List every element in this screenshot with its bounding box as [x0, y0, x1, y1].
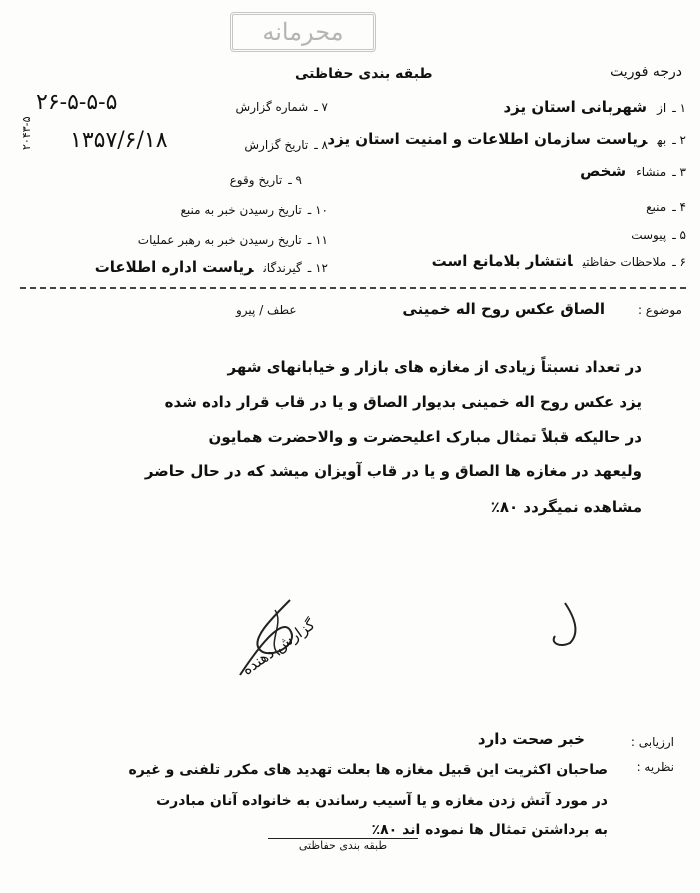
field-date-news-to-leader: ۱۱ ـتاریخ رسیدن خبر به رهبر عملیات [137, 233, 328, 247]
field-to: ۲ ـبهریاست سازمان اطلاعات و امنیت استان یزد [327, 130, 686, 148]
opinion-line: به برداشتن تمثال ها نموده اند ۸۰٪ [371, 822, 608, 838]
urgency-label: درجه فوریت [610, 64, 682, 80]
report-date-handwritten: ۱۳۵۷/۶/۱۸ [70, 128, 168, 153]
field-event-date: ۹ ـتاریخ وقوع [229, 173, 302, 187]
field-to-value: ریاست سازمان اطلاعات و امنیت استان یزد [327, 130, 648, 148]
opinion-line: در مورد آتش زدن مغازه و یا آسیب رساندن به خانواده آنان مبادرت [156, 793, 608, 809]
side-file-note: ۲۰۴۳-۵ [20, 116, 33, 150]
field-recipients-value: ریاست اداره اطلاعات [94, 258, 254, 276]
classification-top: طبقه بندی حفاظتی [295, 66, 433, 82]
classification-bottom: طبقه بندی حفاظتی [268, 838, 418, 852]
confidential-stamp [230, 12, 376, 52]
reference-label: عطف / پیرو [236, 303, 297, 317]
subject-value: الصاق عکس روح اله خمینی [402, 300, 605, 318]
body-line: یزد عکس روح اله خمینی بدیوار الصاق و یا در قاب قرار داده شده [164, 393, 642, 411]
stamp-text: محرمانه [262, 18, 344, 46]
body-line: ولیعهد در مغازه ها الصاق و یا در قاب آویزان میشد که در حال حاضر [144, 462, 642, 480]
field-report-date: ۸ ـتاریخ گزارش [244, 138, 328, 152]
report-number-handwritten: ۲۶-۵-۵-۵ [36, 90, 118, 115]
opinion-line: صاحبان اکثریت این قبیل مغازه ها بعلت تهدید های مکرر تلفنی و غیره [128, 762, 608, 778]
field-security-notes: ۶ ـملاحظات حفاظتیانتشار بلامانع است [431, 252, 686, 270]
field-from: ۱ ـازشهربانی استان یزد [503, 98, 686, 116]
signature-text: گزارش دهنده [238, 615, 319, 679]
header-separator [20, 287, 686, 289]
evaluation-value: خبر صحت دارد [477, 730, 585, 748]
opinion-label: نظریه : [636, 760, 674, 774]
body-line: در تعداد نسبتاً زیادی از مغازه های بازار و خیابانهای شهر [227, 358, 642, 376]
field-attachment: ۵ ـپیوست [631, 228, 686, 242]
field-recipients: ۱۲ ـگیرندگانریاست اداره اطلاعات [94, 258, 328, 276]
subject-label: موضوع : [637, 303, 682, 317]
body-line: مشاهده نمیگردد ۸۰٪ [490, 498, 642, 516]
field-security-value: انتشار بلامانع است [431, 252, 573, 270]
secondary-signature [540, 598, 590, 662]
body-line: در حالیکه قبلاً تمثال مبارک اعلیحضرت و والاحضرت همایون [208, 428, 642, 446]
field-source: ۴ ـمنبع [646, 200, 686, 214]
field-origin: ۳ ـمنشاءشخص [580, 162, 686, 180]
field-date-news-to-source: ۱۰ ـتاریخ رسیدن خبر به منبع [180, 203, 328, 217]
reporter-signature [230, 590, 320, 684]
field-origin-value: شخص [580, 162, 627, 180]
signature-mark-icon [540, 598, 590, 658]
field-report-number: ۷ ـشماره گزارش [235, 100, 328, 114]
evaluation-label: ارزیابی : [630, 735, 674, 749]
field-from-value: شهربانی استان یزد [503, 98, 648, 116]
